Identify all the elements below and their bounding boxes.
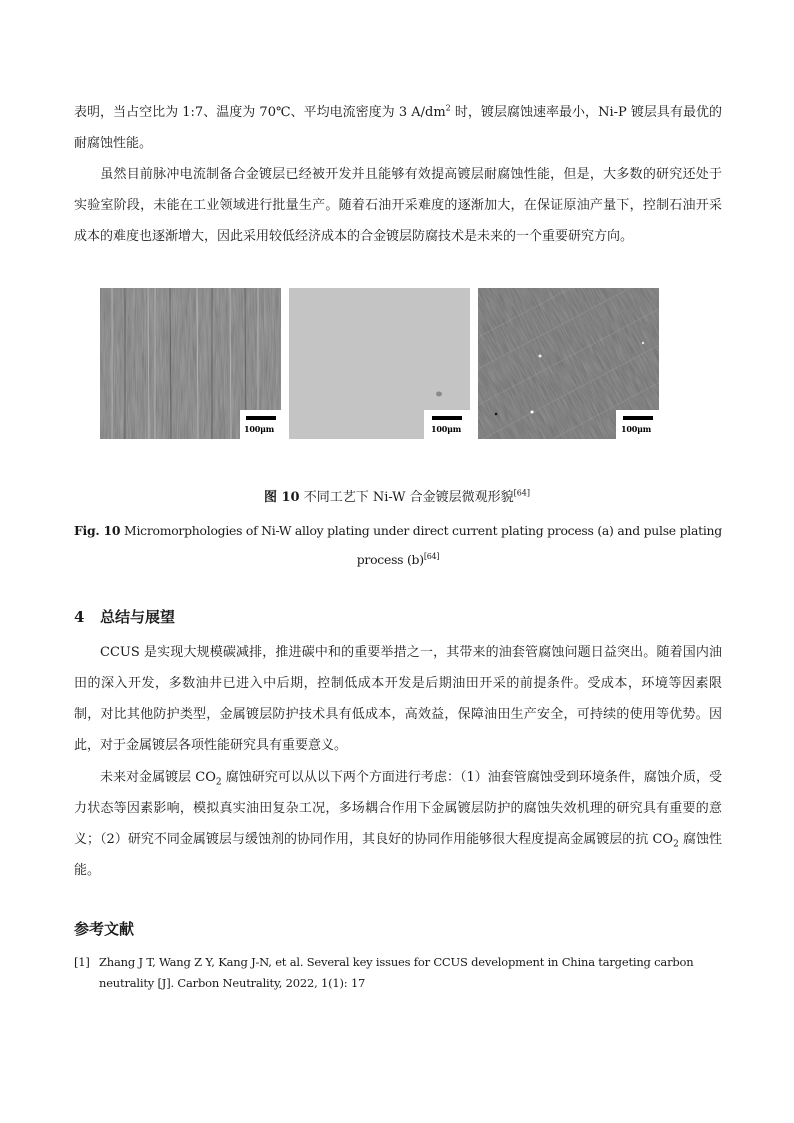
- scale-label-b: 100μm: [431, 424, 462, 434]
- micrograph-panel-b: [289, 288, 470, 439]
- paragraph-2: 虽然目前脉冲电流制备合金镀层已经被开发并且能够有效提高镀层耐腐蚀性能，但是，大多数的研究还处于实验室阶段，未能在工业领域进行批量生产。随着石油开采难度的逐渐加大，在保证原油产量下，控制石油开采成本的难度也逐渐增大，因此采用较低经济成本的合金镀层防腐技术是未来的一个重要研究方向。: [74, 167, 722, 244]
- paragraph-4: 未来对金属镀层 $CO_2$ 腐蚀研究可以从以下两个方面进行考虑：（1）油套管腐蚀受到环境条件，腐蚀介质，受力状态等因素影响，模拟真实油田复杂工况，多场耦合作用下金属镀层防护的腐蚀失效机理的研究具有重要的意义；（2）研究不同金属镀层与缓蚀剂的协同作用，其良好的协同作用能够很大程度提高金属镀层的抗 $CO_2$ 腐蚀性能。: [74, 770, 722, 878]
- reference-item: [74, 952, 694, 994]
- paragraph-3: CCUS 是实现大规模碳减排，推进碳中和的重要举措之一，其带来的油套管腐蚀问题日益突出。随着国内油田的深入开发，多数油井已进入中后期，控制低成本开发是后期油田开采的前提条件。受成本，环境等因素限制，对比其他防护类型，金属镀层防护技术具有低成本，高效益，保障油田生产安全，可持续的使用等优势。因此，对于金属镀层各项性能研究具有重要意义。: [74, 645, 722, 753]
- figure-caption-cn: 图 10 不同工艺下 Ni-W 合金镀层微观形貌[64]: [263, 488, 531, 505]
- section-heading: 4 总结与展望: [74, 608, 176, 626]
- scale-label-a: 100μm: [244, 424, 275, 434]
- paragraph-1: 表明，当占空比为 1:7、温度为 70℃、平均电流密度为 3 $A/dm^2$ 时，镀层腐蚀速率最小，Ni-P 镀层具有最优的耐腐蚀性能。: [74, 103, 722, 151]
- micrograph-panel-c: [478, 288, 659, 439]
- reference-number: [1]: [74, 955, 90, 969]
- scale-bar-c: [623, 416, 653, 420]
- scale-bar-a: [246, 416, 276, 420]
- figure-caption-en: Fig. 10 Micromorphologies of Ni-W alloy plating under direct current plating process (a) and pulse plating process (b)[64]: [74, 523, 722, 567]
- scale-bar-b: [432, 416, 462, 420]
- scale-label-c: 100μm: [621, 424, 652, 434]
- reference-text: Zhang J T, Wang Z Y, Kang J-N, et al. Several key issues for CCUS development in China targeting carbon neutrality [J]. Carbon Neutrality, 2022, 1(1): 17: [99, 955, 694, 990]
- micrograph-panel-a: [100, 288, 281, 439]
- references-heading: 参考文献: [74, 920, 135, 938]
- figure-10-images: [100, 288, 660, 439]
